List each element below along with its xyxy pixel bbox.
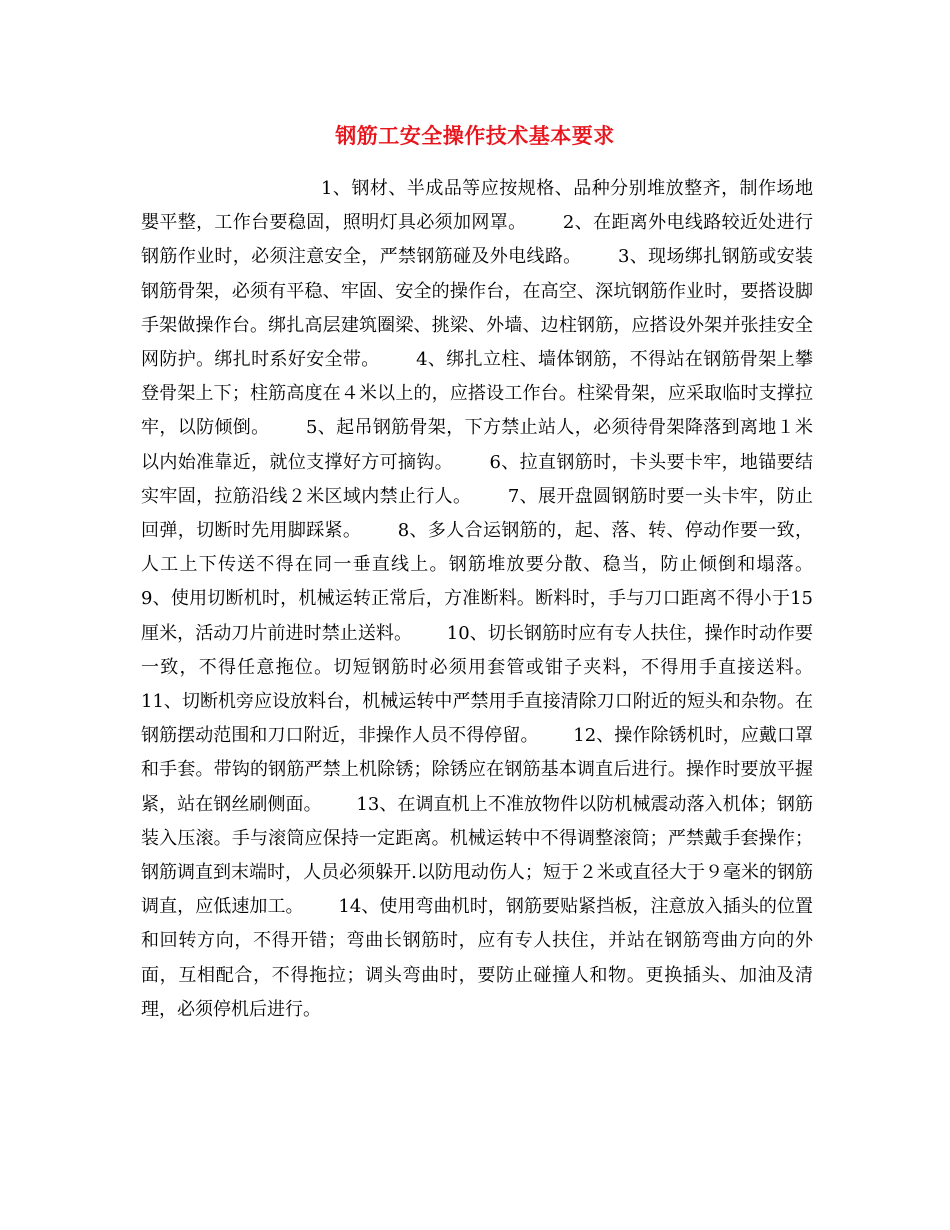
body-paragraph: 1、钢材、半成品等应按规格、品种分别堆放整齐，制作场地嬰平整，工作台要稳固，照明灯具必须加网罩。 2、在距离外电线路较近处进行钢筋作业时，必须注意安全，严禁钢筋碰及外电线路。 3、现场绑扎钢筋或安装钢筋骨架，必须有平稳、牢固、安全的操作台，在高空、深坑钢筋作业时，要搭设脚手架做操作台。绑扎高层建筑圈梁、挑梁、外墙、边柱钢筋，应搭设外架并张挂安全网防护。绑扎时系好安全带。 4、绑扎立柱、墙体钢筋，不得站在钢筋骨架上攀登骨架上下；柱筋高度在４米以上的，应搭设工作台。柱梁骨架，应采取临时支撑拉牢，以防倾倒。 5、起吊钢筋骨架，下方禁止站人，必须待骨架降落到离地１米以内始准靠近，就位支撑好方可摘钩。 6、拉直钢筋时，卡头要卡牢，地锚要结实牢固，拉筋沿线２米区域内禁止行人。 7、展开盘圆钢筋时要一头卡牢，防止回弹，切断时先用脚踩紧。 8、多人合运钢筋的，起、落、转、停动作要一致，人工上下传送不得在同一垂直线上。钢筋堆放要分散、稳当，防止倾倒和塌落。 9、使用切断机时，机械运转正常后，方准断料。断料时，手与刀口距离不得小于15厘米，活动刀片前进时禁止送料。 10、切长钢筋时应有专人扶住，操作时动作要一致，不得任意拖位。切短钢筋时必须用套管或钳子夹料，不得用手直接送料。 11、切断机旁应设放料台，机械运转中严禁用手直接清除刀口附近的短头和杂物。在钢筋摆动范围和刀口附近，非操作人员不得停留。 12、操作除锈机时，应戴口罩和手套。带钩的钢筋严禁上机除锈；除锈应在钢筋基本调直后进行。操作时要放平握紧，站在钢丝刷侧面。 13、在调直机上不准放物件以防机械震动落入机体；钢筋装入压滚。手与滚筒应保持一定距离。机械运转中不得调整滚筒；严禁戴手套操作；钢筋调直到末端时，人员必须躲开.以防甩动伤人；短于２米或直径大于９毫米的钢筋调直，应低速加工。 14、使用弯曲机时，钢筋要贴紧挡板，注意放入插头的位置和回转方向，不得开错；弯曲长钢筋时，应有专人扶住，并站在钢筋弯曲方向的外面，互相配合，不得拖拉；调头弯曲时，要防止碰撞人和物。更换插头、加油及清理，必须停机后进行。 <box>141 178 848 1020</box>
page-title: 钢筋工安全操作技术基本要求 <box>335 123 615 148</box>
